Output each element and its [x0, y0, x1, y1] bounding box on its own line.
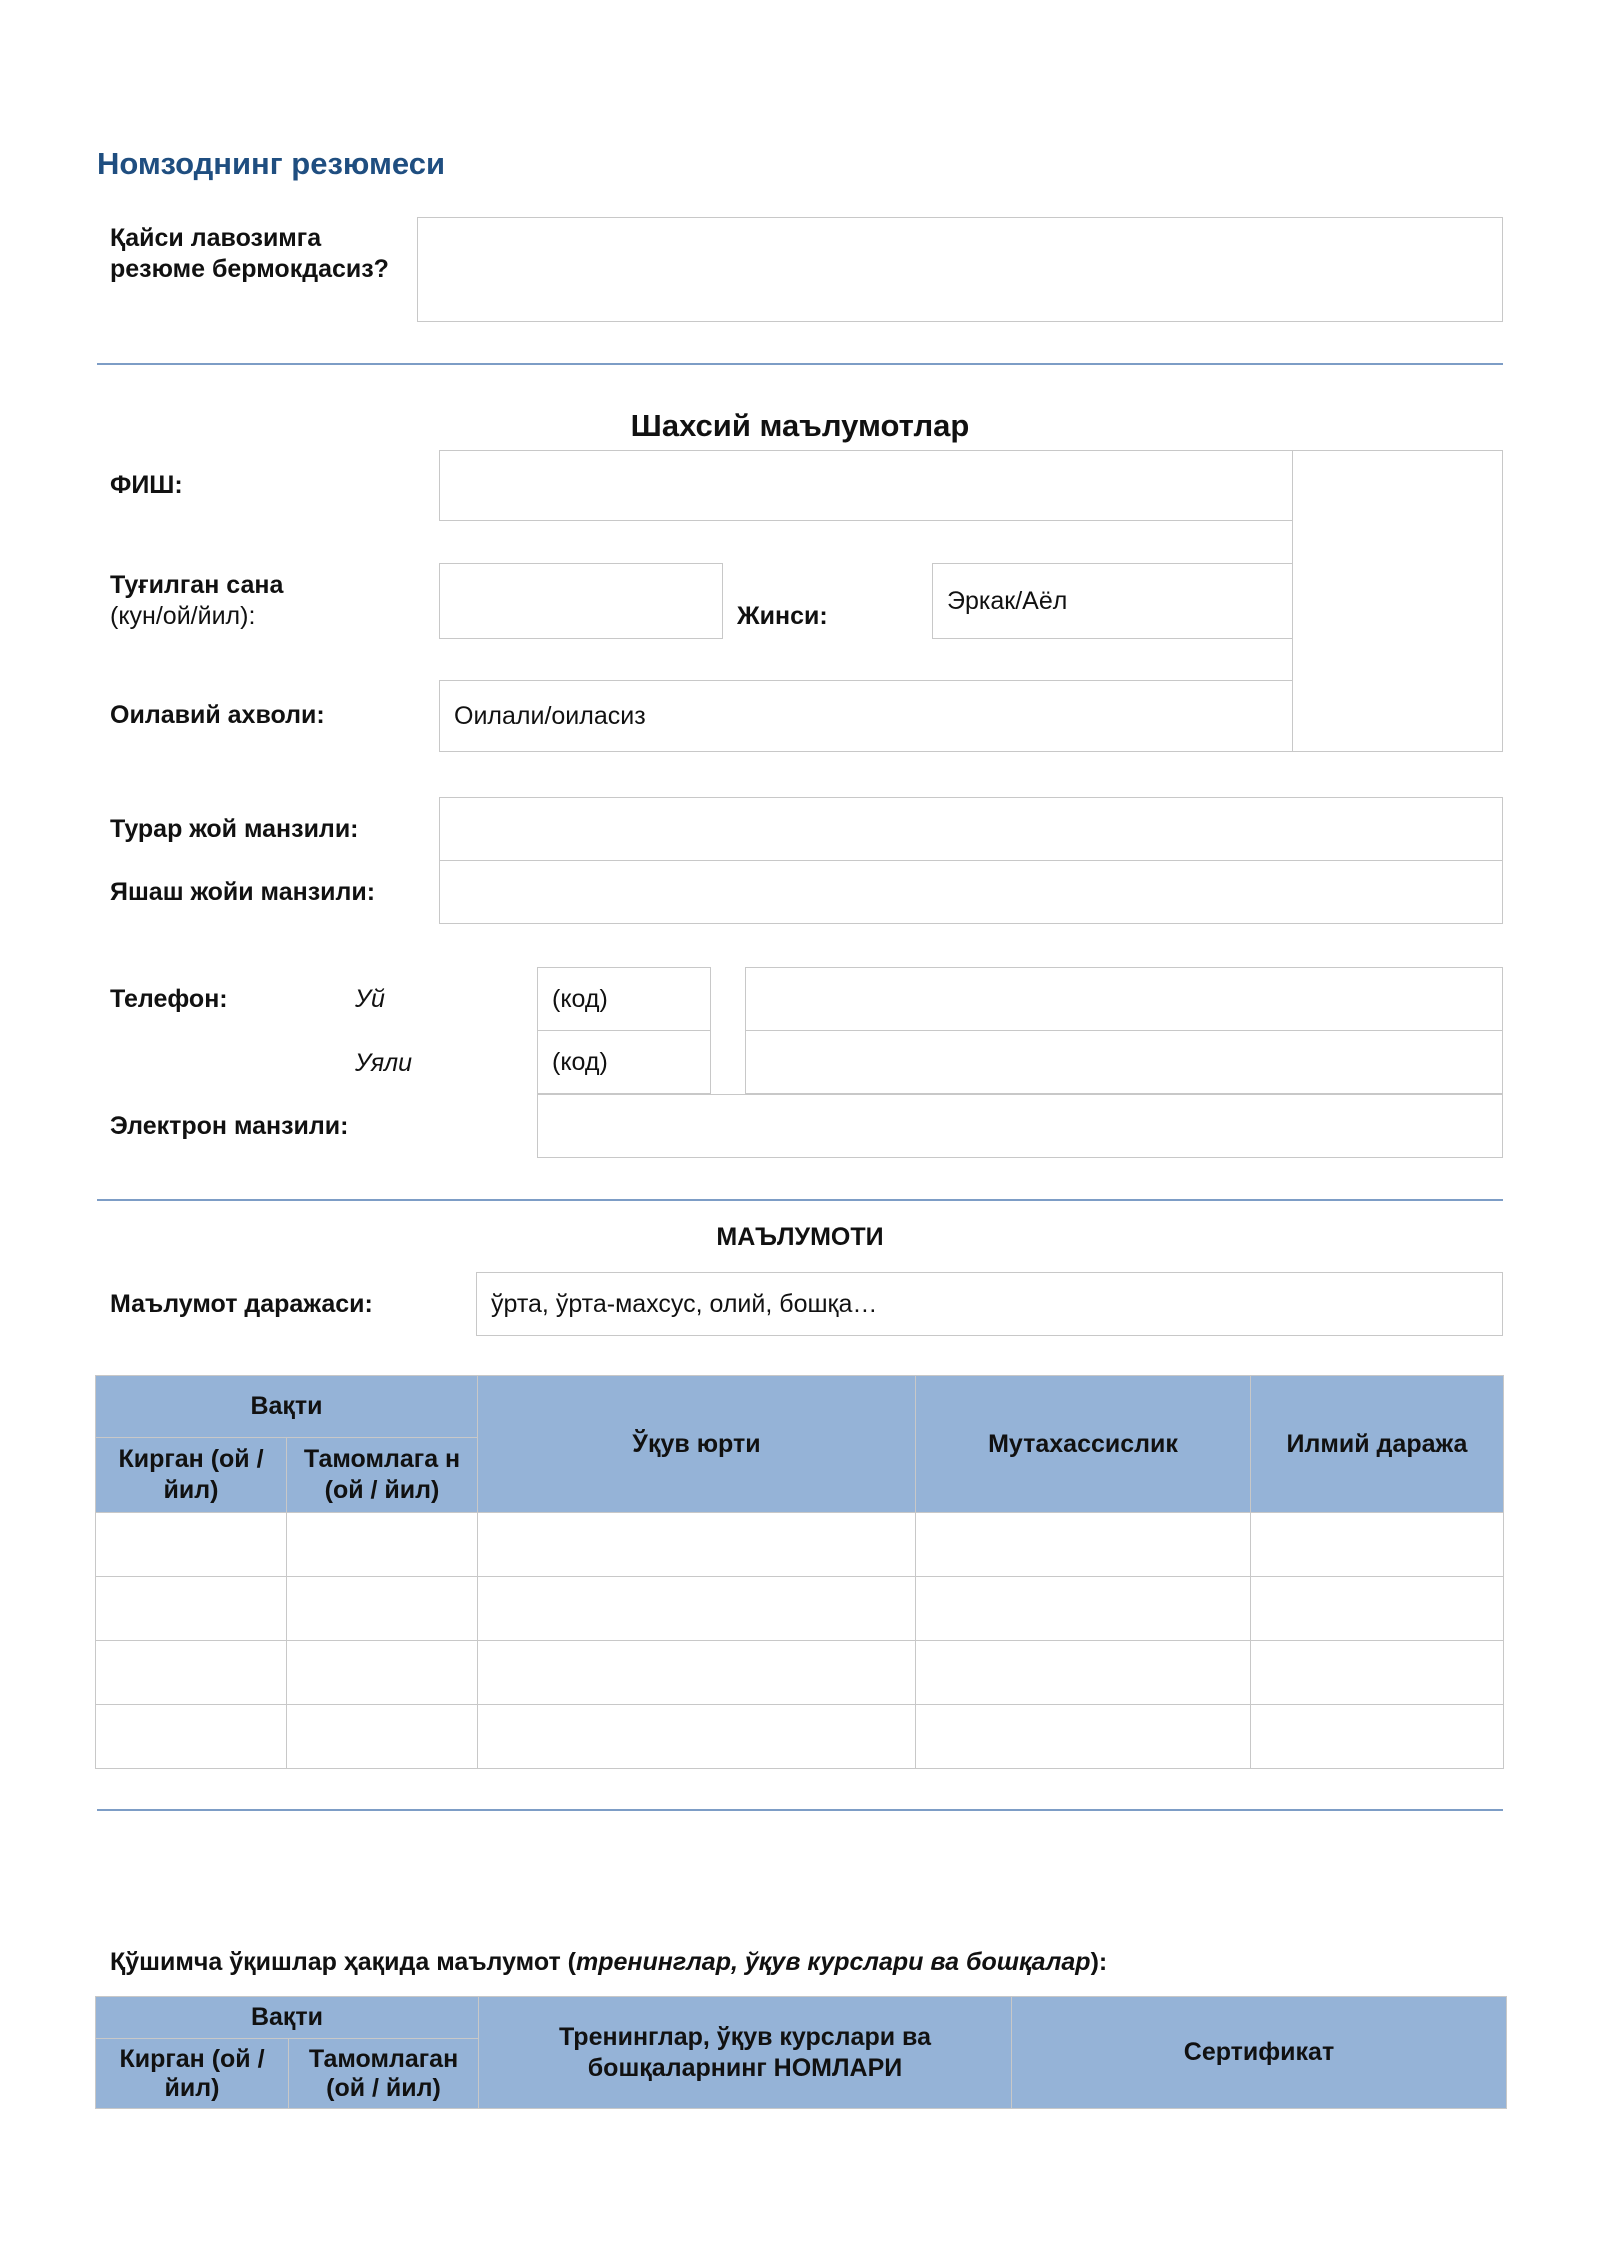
table-cell[interactable] — [916, 1705, 1251, 1769]
phone-home-label: Уй — [355, 985, 385, 1013]
education-time-header: Вақти — [96, 1376, 478, 1438]
table-cell[interactable] — [287, 1513, 478, 1577]
additional-heading-end: ): — [1090, 1948, 1108, 1976]
living-address-label: Яшаш жойи манзили: — [110, 878, 376, 906]
fio-input[interactable] — [439, 450, 1293, 521]
photo-box — [1292, 450, 1503, 752]
birth-date-label-text: Туғилган сана — [110, 571, 284, 599]
phone-label: Телефон: — [110, 985, 228, 1013]
birth-date-input[interactable] — [439, 563, 723, 639]
additional-heading-italic: тренинглар, ўқув курслари ва бошқалар — [576, 1948, 1091, 1976]
additional-training-heading — [110, 1947, 1107, 1978]
table-cell[interactable] — [916, 1641, 1251, 1705]
education-level-label: Маълумот даражаси: — [110, 1290, 373, 1318]
education-specialty-header: Мутахассислик — [916, 1376, 1251, 1513]
position-input[interactable] — [417, 217, 1503, 322]
gender-input[interactable]: Эркак/Аёл — [932, 563, 1293, 639]
section-divider — [97, 1199, 1503, 1201]
table-cell[interactable] — [96, 1641, 287, 1705]
marital-status-input[interactable]: Оилали/оиласиз — [439, 680, 1293, 752]
marital-status-label: Оилавий ахволи: — [110, 701, 325, 729]
table-cell[interactable] — [287, 1705, 478, 1769]
training-names-header: Тренинглар, ўқув курслари ва бошқаларнинг НОМЛАРИ — [479, 1997, 1012, 2109]
table-cell[interactable] — [478, 1577, 916, 1641]
phone-home-number-input[interactable] — [745, 967, 1503, 1031]
page-title: Номзоднинг резюмеси — [97, 146, 446, 181]
education-table — [95, 1375, 1504, 1769]
training-time-header: Вақти — [96, 1997, 479, 2039]
table-cell[interactable] — [287, 1577, 478, 1641]
education-finished-header: Тамомлага н (ой / йил) — [287, 1438, 478, 1513]
phone-home-code-input[interactable]: (код) — [537, 967, 711, 1031]
table-cell[interactable] — [916, 1577, 1251, 1641]
education-degree-header: Илмий даража — [1251, 1376, 1504, 1513]
table-cell[interactable] — [1251, 1641, 1504, 1705]
education-entered-header: Кирган (ой / йил) — [96, 1438, 287, 1513]
education-institution-header: Ўқув юрти — [478, 1376, 916, 1513]
email-input[interactable] — [537, 1094, 1503, 1158]
table-cell[interactable] — [1251, 1513, 1504, 1577]
residence-label: Турар жой манзили: — [110, 815, 359, 843]
section-divider — [97, 363, 1503, 365]
table-cell[interactable] — [478, 1705, 916, 1769]
training-finished-header: Тамомлаган (ой / йил) — [289, 2039, 479, 2109]
email-label: Электрон манзили: — [110, 1112, 349, 1140]
training-entered-header: Кирган (ой / йил) — [96, 2039, 289, 2109]
living-address-input[interactable] — [439, 860, 1503, 924]
table-cell[interactable] — [96, 1577, 287, 1641]
section-divider — [97, 1809, 1503, 1811]
phone-mobile-number-input[interactable] — [745, 1030, 1503, 1094]
education-level-input[interactable]: ўрта, ўрта-махсус, олий, бошқа… — [476, 1272, 1503, 1336]
residence-input[interactable] — [439, 797, 1503, 861]
gender-label: Жинси: — [737, 602, 828, 630]
education-section-title: МАЪЛУМОТИ — [716, 1223, 884, 1251]
table-cell[interactable] — [96, 1513, 287, 1577]
birth-date-label — [110, 570, 283, 632]
table-cell[interactable] — [1251, 1577, 1504, 1641]
table-cell[interactable] — [478, 1513, 916, 1577]
table-cell[interactable] — [1251, 1705, 1504, 1769]
training-certificate-header: Сертификат — [1012, 1997, 1507, 2109]
table-cell[interactable] — [916, 1513, 1251, 1577]
personal-section-title: Шахсий маълумотлар — [630, 408, 970, 443]
training-table — [95, 1996, 1507, 2109]
table-cell[interactable] — [287, 1641, 478, 1705]
additional-heading-main: Қўшимча ўқишлар ҳақида маълумот ( — [110, 1948, 577, 1976]
position-label: Қайси лавозимга резюме бермокдасиз? — [110, 224, 389, 283]
table-cell[interactable] — [478, 1641, 916, 1705]
phone-mobile-label: Уяли — [355, 1049, 413, 1077]
fio-label: ФИШ: — [110, 471, 183, 499]
birth-date-format: (кун/ой/йил): — [110, 602, 256, 630]
phone-mobile-code-input[interactable]: (код) — [537, 1030, 711, 1094]
table-cell[interactable] — [96, 1705, 287, 1769]
